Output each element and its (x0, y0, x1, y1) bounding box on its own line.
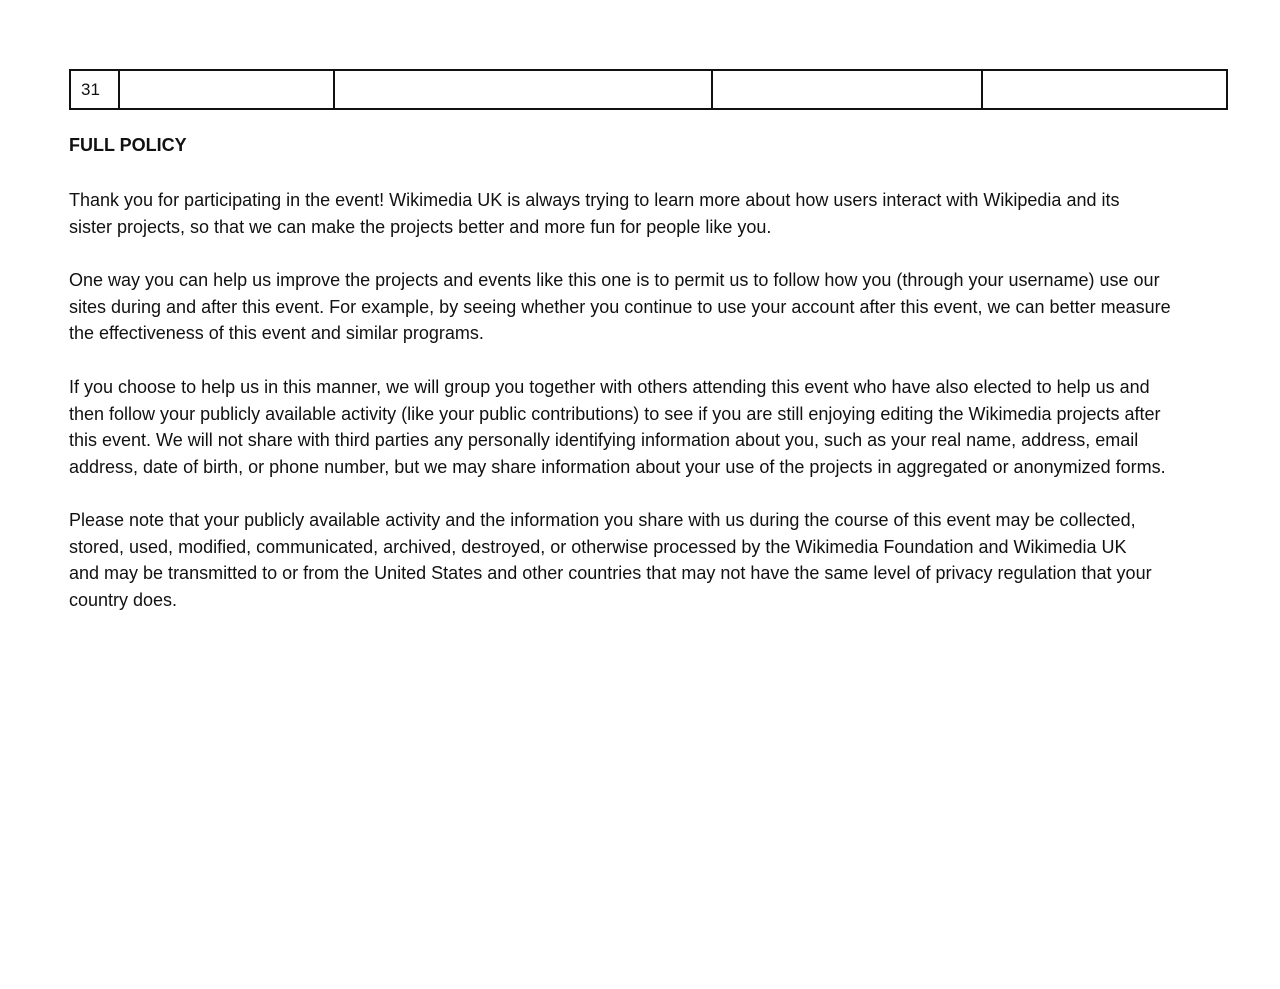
table-cell (712, 70, 982, 109)
row-number-cell: 31 (70, 70, 119, 109)
signup-table (69, 69, 1228, 110)
table-row (70, 70, 1227, 109)
policy-heading: FULL POLICY (69, 135, 187, 155)
policy-paragraph-tracking: One way you can help us improve the projects and events like this one is to permit us to follow how you (through your username) use our sites during and after this event. For example, by seeing whether you continue to use your account after this event, we can better measure the effectiveness of this event and similar programs. (69, 270, 1171, 344)
policy-paragraph-grouping: If you choose to help us in this manner, we will group you together with others attending this event who have also elected to help us and then follow your publicly available activity (like your public contributions) to see if you are still enjoying editing the Wikimedia projects after this event. We will not share with third parties any personally identifying information about you, such as your real name, address, email address, date of birth, or phone number, but we may share information about your use of the projects in aggregated or anonymized forms. (69, 377, 1166, 478)
policy-paragraph-intro: Thank you for participating in the event! Wikimedia UK is always trying to learn more about how users interact with Wikipedia and its sister projects, so that we can make the projects better and more fun for people like you. (69, 190, 1120, 237)
policy-paragraph-processing: Please note that your publicly available activity and the information you share with us during the course of this event may be collected, stored, used, modified, communicated, archived, destroyed, or otherwise processed by the Wikimedia Foundation and Wikimedia UK and may be transmitted to or from the United States and other countries that may not have the same level of privacy regulation that your country does. (69, 510, 1152, 611)
table-cell (982, 70, 1227, 109)
table-cell (119, 70, 334, 109)
table-cell (334, 70, 712, 109)
